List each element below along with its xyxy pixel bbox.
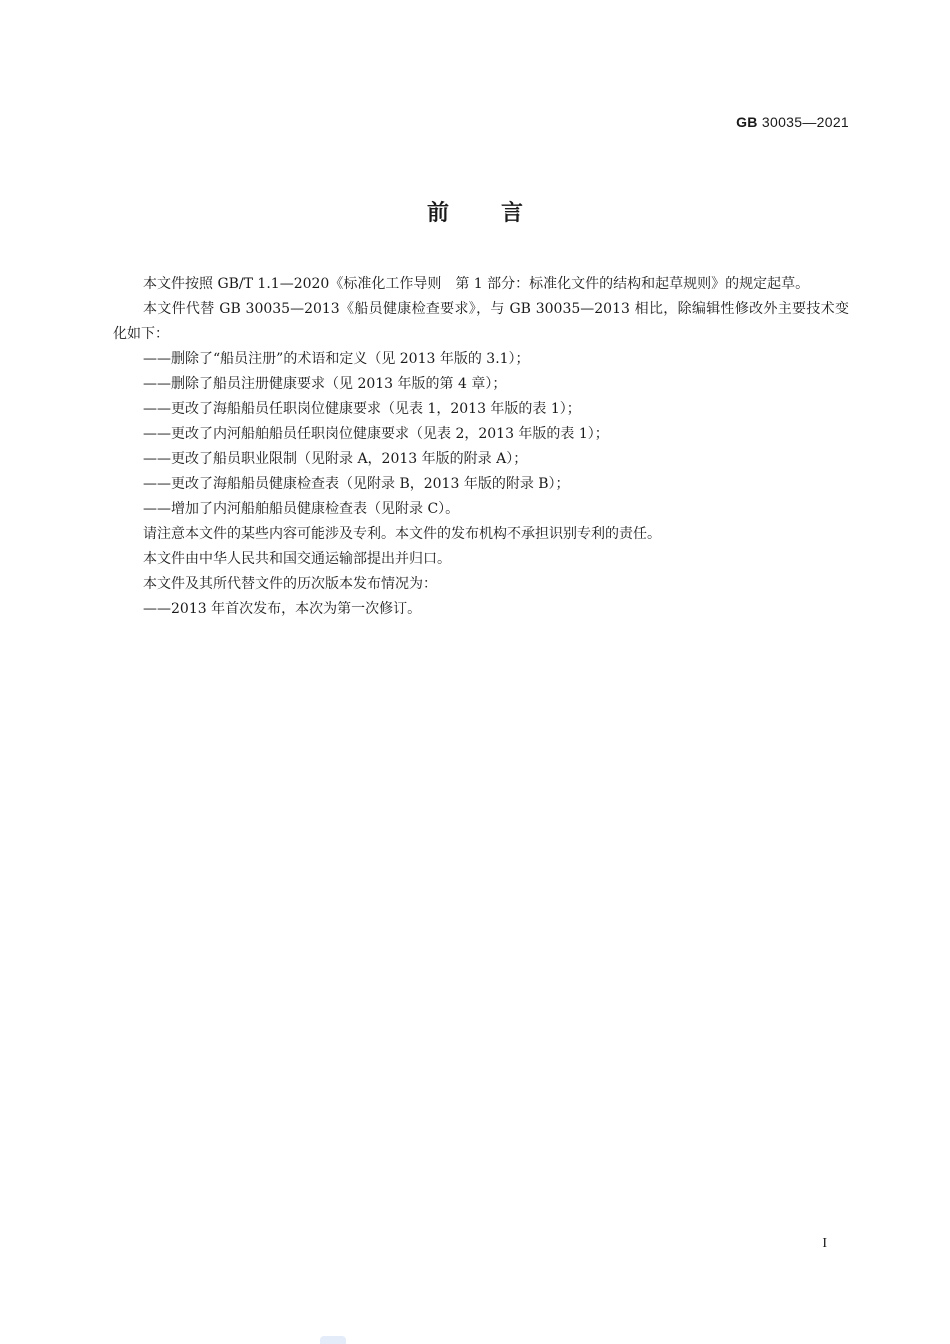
change-item: ——删除了“船员注册”的术语和定义（见 2013 年版的 3.1）； [143, 351, 530, 367]
history-item: ——2013 年首次发布，本次为第一次修订。 [143, 601, 422, 617]
page-title: 前言 [426, 201, 575, 226]
paragraph-drafting-rules: 本文件按照 GB/T 1.1—2020《标准化工作导则 第 1 部分：标准化文件的结构和起草规则》的规定起草。 [143, 276, 810, 292]
standard-code-prefix: GB [736, 114, 758, 130]
page-number: I [822, 1236, 827, 1251]
change-item: ——增加了内河船舶船员健康检查表（见附录 C）。 [143, 501, 460, 517]
paragraph-patent-notice: 请注意本文件的某些内容可能涉及专利。本文件的发布机构不承担识别专利的责任。 [143, 526, 661, 542]
bottom-edge-mark [320, 1336, 346, 1344]
change-item: ——更改了海船船员任职岗位健康要求（见表 1，2013 年版的表 1）； [143, 401, 581, 417]
paragraph-history-intro: 本文件及其所代替文件的历次版本发布情况为： [143, 576, 437, 592]
change-item: ——更改了船员职业限制（见附录 A，2013 年版的附录 A）； [143, 451, 528, 467]
change-item: ——删除了船员注册健康要求（见 2013 年版的第 4 章）； [143, 376, 507, 392]
standard-code [736, 114, 849, 130]
paragraph-proposer: 本文件由中华人民共和国交通运输部提出并归口。 [143, 551, 451, 567]
standard-code-number: 30035—2021 [761, 114, 849, 130]
change-item: ——更改了内河船舶船员任职岗位健康要求（见表 2，2013 年版的表 1）； [143, 426, 609, 442]
change-item: ——更改了海船船员健康检查表（见附录 B，2013 年版的附录 B）； [143, 476, 570, 492]
document-body [113, 272, 849, 622]
paragraph-replacement: 本文件代替 GB 30035—2013《船员健康检查要求》，与 GB 30035—2013 相比，除编辑性修改外主要技术变化如下： [113, 301, 849, 342]
